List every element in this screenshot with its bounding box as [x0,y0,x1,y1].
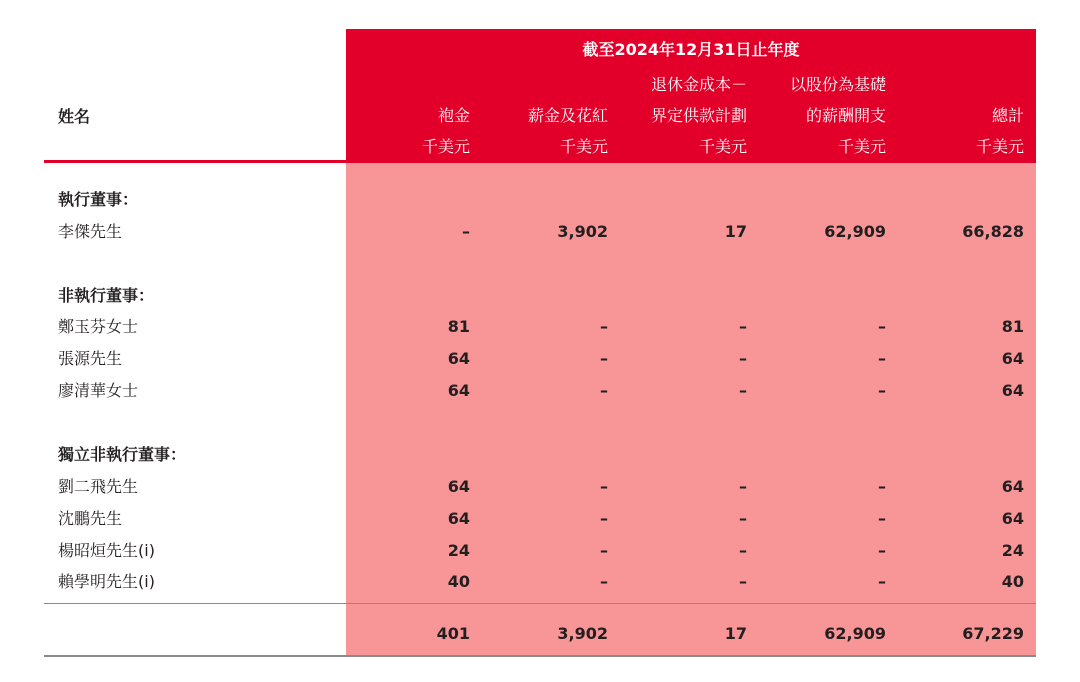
fees-value: 81 [447,317,470,336]
total-value: 64 [1001,349,1024,368]
share-based-total: 62,909 [824,624,886,643]
salaries-total: 3,902 [557,624,608,643]
fees-value: 64 [447,509,470,528]
total-value: 64 [1001,509,1024,528]
total-bottom-rule [44,655,1036,657]
share-based-value: – [878,509,886,528]
total-value: 64 [1001,381,1024,400]
director-name: 沈鵬先生 [58,509,123,528]
pension-total: 17 [724,624,747,643]
col-header-total [904,100,1024,162]
col-header-share-based-unit: 千美元 [837,137,886,156]
col-header-fees [350,100,470,162]
total-value: 24 [1001,541,1024,560]
period-heading: 截至2024年12月31日止年度 [582,40,800,59]
pension-value: – [739,477,747,496]
col-header-total-title: 總計 [991,106,1024,125]
col-header-fees-title: 袍金 [437,106,470,125]
director-name: 賴學明先生(i) [58,572,155,591]
table-row [0,568,1080,596]
salaries-value: – [600,477,608,496]
col-header-pension-line1: 退休金成本－ [650,75,747,94]
share-based-value: – [878,349,886,368]
salaries-value: – [600,509,608,528]
share-based-value: – [878,317,886,336]
section-row [0,282,1080,310]
table-row [0,473,1080,501]
share-based-value: – [878,477,886,496]
grand-total: 67,229 [962,624,1024,643]
col-header-share-based [736,69,886,162]
col-header-salaries-unit: 千美元 [559,137,608,156]
section-row [0,186,1080,214]
salaries-value: 3,902 [557,222,608,241]
section-title: 獨立非執行董事： [58,445,187,464]
table-row [0,218,1080,246]
fees-value: 64 [447,381,470,400]
pension-value: 17 [724,222,747,241]
total-row [0,620,1080,648]
table-row [0,345,1080,373]
share-based-value: – [878,541,886,560]
share-based-value: – [878,381,886,400]
total-value: 66,828 [962,222,1024,241]
total-value: 64 [1001,477,1024,496]
director-name: 楊昭烜先生(i) [58,541,155,560]
salaries-value: – [600,541,608,560]
share-based-value: 62,909 [824,222,886,241]
salaries-value: – [600,381,608,400]
table-row [0,505,1080,533]
col-header-fees-unit: 千美元 [421,137,470,156]
pension-value: – [739,317,747,336]
total-top-rule [44,603,1036,604]
director-name: 廖清華女士 [58,381,139,400]
director-name: 張源先生 [58,349,123,368]
salaries-value: – [600,572,608,591]
col-header-pension-line2: 界定供款計劃 [650,106,747,125]
col-header-share-based-line2: 的薪酬開支 [805,106,886,125]
fees-value: 64 [447,349,470,368]
col-header-salaries [488,100,608,162]
director-name: 鄭玉芬女士 [58,317,139,336]
fees-value: 24 [447,541,470,560]
col-header-share-based-line1: 以股份為基礎 [789,75,886,94]
director-name: 李傑先生 [58,222,123,241]
pension-value: – [739,572,747,591]
section-title: 非執行董事： [58,286,155,305]
table-row [0,377,1080,405]
salaries-value: – [600,317,608,336]
name-column-header: 姓名 [58,107,91,126]
fees-value: 64 [447,477,470,496]
fees-total: 401 [436,624,470,643]
director-name: 劉二飛先生 [58,477,139,496]
share-based-value: – [878,572,886,591]
pension-value: – [739,541,747,560]
fees-value: – [462,222,470,241]
fees-value: 40 [447,572,470,591]
section-row [0,441,1080,469]
pension-value: – [739,381,747,400]
section-title: 執行董事： [58,190,139,209]
table-row [0,313,1080,341]
col-header-salaries-title: 薪金及花紅 [527,106,608,125]
col-header-pension-unit: 千美元 [698,137,747,156]
table-row [0,537,1080,565]
pension-value: – [739,509,747,528]
total-value: 81 [1001,317,1024,336]
total-value: 40 [1001,572,1024,591]
pension-value: – [739,349,747,368]
col-header-total-unit: 千美元 [975,137,1024,156]
salaries-value: – [600,349,608,368]
col-header-pension [597,69,747,162]
